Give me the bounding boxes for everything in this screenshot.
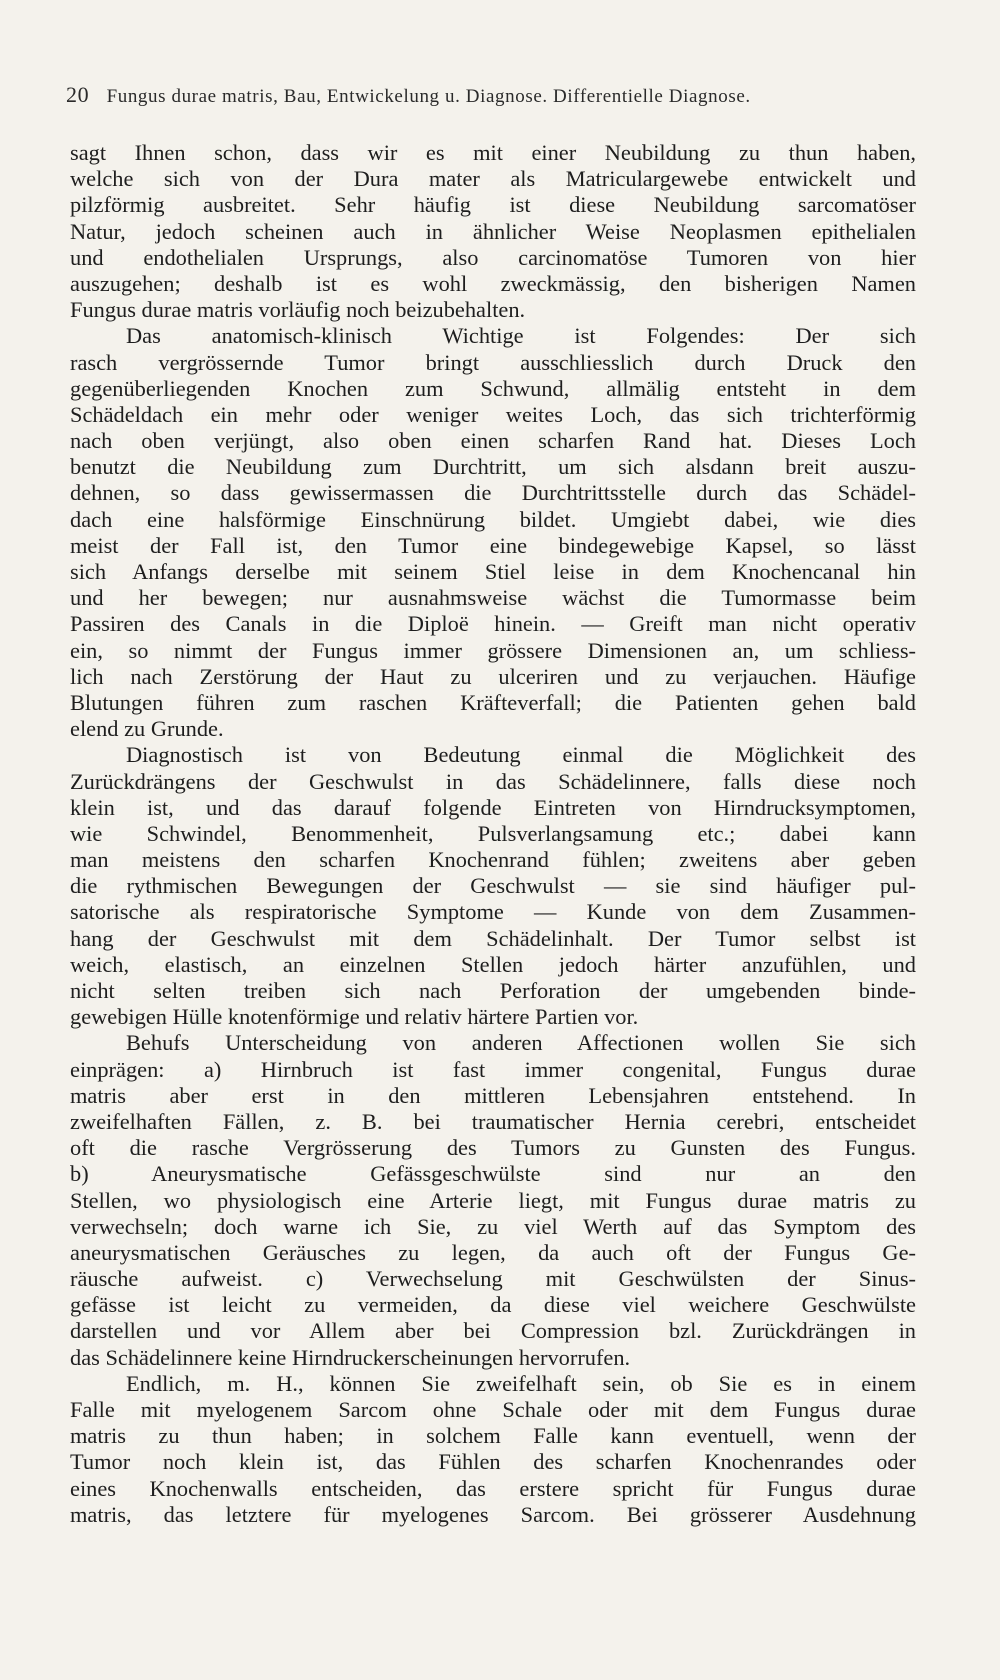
text-line: gegenüberliegenden Knochen zum Schwund, allmälig entsteht in dem [70,375,916,401]
text-line: verwechseln; doch warne ich Sie, zu viel Werth auf das Symptom des [70,1213,916,1239]
text-line: weich, elastisch, an einzelnen Stellen jedoch härter anzufühlen, und [70,951,916,977]
text-line: welche sich von der Dura mater als Matriculargewebe entwickelt und [70,166,916,192]
text-line: eines Knochenwalls entscheiden, das erstere spricht für Fungus durae [70,1475,916,1501]
text-line: Das anatomisch-klinisch Wichtige ist Folgendes: Der sich [126,323,916,349]
text-line: matris, das letztere für myelogenes Sarcom. Bei grösserer Ausdehnung [70,1501,916,1527]
text-line: Behufs Unterscheidung von anderen Affectionen wollen Sie sich [126,1030,916,1056]
text-line: dach eine halsförmige Einschnürung bildet. Umgiebt dabei, wie dies [70,506,916,532]
text-line: räusche aufweist. c) Verwechselung mit Geschwülsten der Sinus- [70,1266,916,1292]
text-line: Endlich, m. H., können Sie zweifelhaft sein, ob Sie es in einem [126,1370,916,1396]
body-text [70,140,916,1528]
text-line: sich Anfangs derselbe mit seinem Stiel leise in dem Knochencanal hin [70,559,916,584]
text-line: gewebigen Hülle knotenförmige und relativ härtere Partien vor. [70,1004,639,1030]
text-line: rasch vergrössernde Tumor bringt ausschliesslich durch Druck den [70,349,916,375]
text-line: klein ist, und das darauf folgende Eintreten von Hirndrucksymptomen, [70,794,916,820]
text-line: oft die rasche Vergrösserung des Tumors zu Gunsten des Fungus. [70,1135,916,1161]
text-line: aneurysmatischen Geräusches zu legen, da auch oft der Fungus Ge- [70,1239,916,1265]
running-header [66,82,906,108]
text-line: das Schädelinnere keine Hirndruckerscheinungen hervorrufen. [70,1344,631,1370]
text-line: gefässe ist leicht zu vermeiden, da diese viel weichere Geschwülste [70,1292,916,1318]
text-line: b) Aneurysmatische Gefässgeschwülste sind nur an den [70,1161,916,1187]
text-line: die rythmischen Bewegungen der Geschwulst — sie sind häufiger pul- [70,873,916,899]
text-line: Blutungen führen zum raschen Kräfteverfall; die Patienten gehen bald [70,689,916,715]
text-line: Falle mit myelogenem Sarcom ohne Schale oder mit dem Fungus durae [70,1397,916,1422]
text-line: Zurückdrängens der Geschwulst in das Schädelinnere, falls diese noch [70,768,916,794]
text-line: nicht selten treiben sich nach Perforation der umgebenden binde- [70,978,916,1003]
text-line: einprägen: a) Hirnbruch ist fast immer congenital, Fungus durae [70,1056,916,1082]
text-line: matris zu thun haben; in solchem Falle kann eventuell, wenn der [70,1423,916,1449]
text-line: Natur, jedoch scheinen auch in ähnlicher Weise Neoplasmen epithelialen [70,218,916,244]
text-line: Schädeldach ein mehr oder weniger weites Loch, das sich trichterförmig [70,401,916,427]
running-title: Fungus durae matris, Bau, Entwickelung u. Diagnose. Differentielle Diagnose. [106,86,751,107]
text-line: sagt Ihnen schon, dass wir es mit einer Neubildung zu thun haben, [70,140,916,165]
text-line: benutzt die Neubildung zum Durchtritt, um sich alsdann breit auszu- [70,454,916,480]
text-line: matris aber erst in den mittleren Lebensjahren entstehend. In [70,1082,916,1108]
text-line: auszugehen; deshalb ist es wohl zweckmässig, den bisherigen Namen [70,270,916,296]
text-line: wie Schwindel, Benommenheit, Pulsverlangsamung etc.; dabei kann [70,820,916,846]
text-line: und endothelialen Ursprungs, also carcinomatöse Tumoren von hier [70,244,916,270]
text-line: Passiren des Canals in die Diploë hinein. — Greift man nicht operativ [70,611,916,637]
text-line: elend zu Grunde. [70,716,224,742]
text-line: man meistens den scharfen Knochenrand fühlen; zweitens aber geben [70,847,916,873]
text-line: nach oben verjüngt, also oben einen scharfen Rand hat. Dieses Loch [70,428,916,454]
text-line: Diagnostisch ist von Bedeutung einmal die Möglichkeit des [126,742,916,768]
text-line: meist der Fall ist, den Tumor eine bindegewebige Kapsel, so lässt [70,532,916,558]
text-line: zweifelhaften Fällen, z. B. bei traumatischer Hernia cerebri, entscheidet [70,1108,916,1134]
text-line: Fungus durae matris vorläufig noch beizubehalten. [70,297,526,323]
text-line: dehnen, so dass gewissermassen die Durchtrittsstelle durch das Schädel- [70,480,916,506]
text-line: darstellen und vor Allem aber bei Compression bzl. Zurückdrängen in [70,1318,916,1344]
text-line: und her bewegen; nur ausnahmsweise wächst die Tumormasse beim [70,585,916,611]
text-line: Stellen, wo physiologisch eine Arterie liegt, mit Fungus durae matris zu [70,1187,916,1213]
text-line: ein, so nimmt der Fungus immer grössere Dimensionen an, um schliess- [70,637,916,663]
text-line: satorische als respiratorische Symptome — Kunde von dem Zusammen- [70,899,916,925]
text-line: lich nach Zerstörung der Haut zu ulceriren und zu verjauchen. Häufige [70,663,916,689]
text-line: pilzförmig ausbreitet. Sehr häufig ist diese Neubildung sarcomatöser [70,192,916,218]
text-line: Tumor noch klein ist, das Fühlen des scharfen Knochenrandes oder [70,1449,916,1475]
text-line: hang der Geschwulst mit dem Schädelinhalt. Der Tumor selbst ist [70,925,916,951]
page-number: 20 [66,82,90,107]
